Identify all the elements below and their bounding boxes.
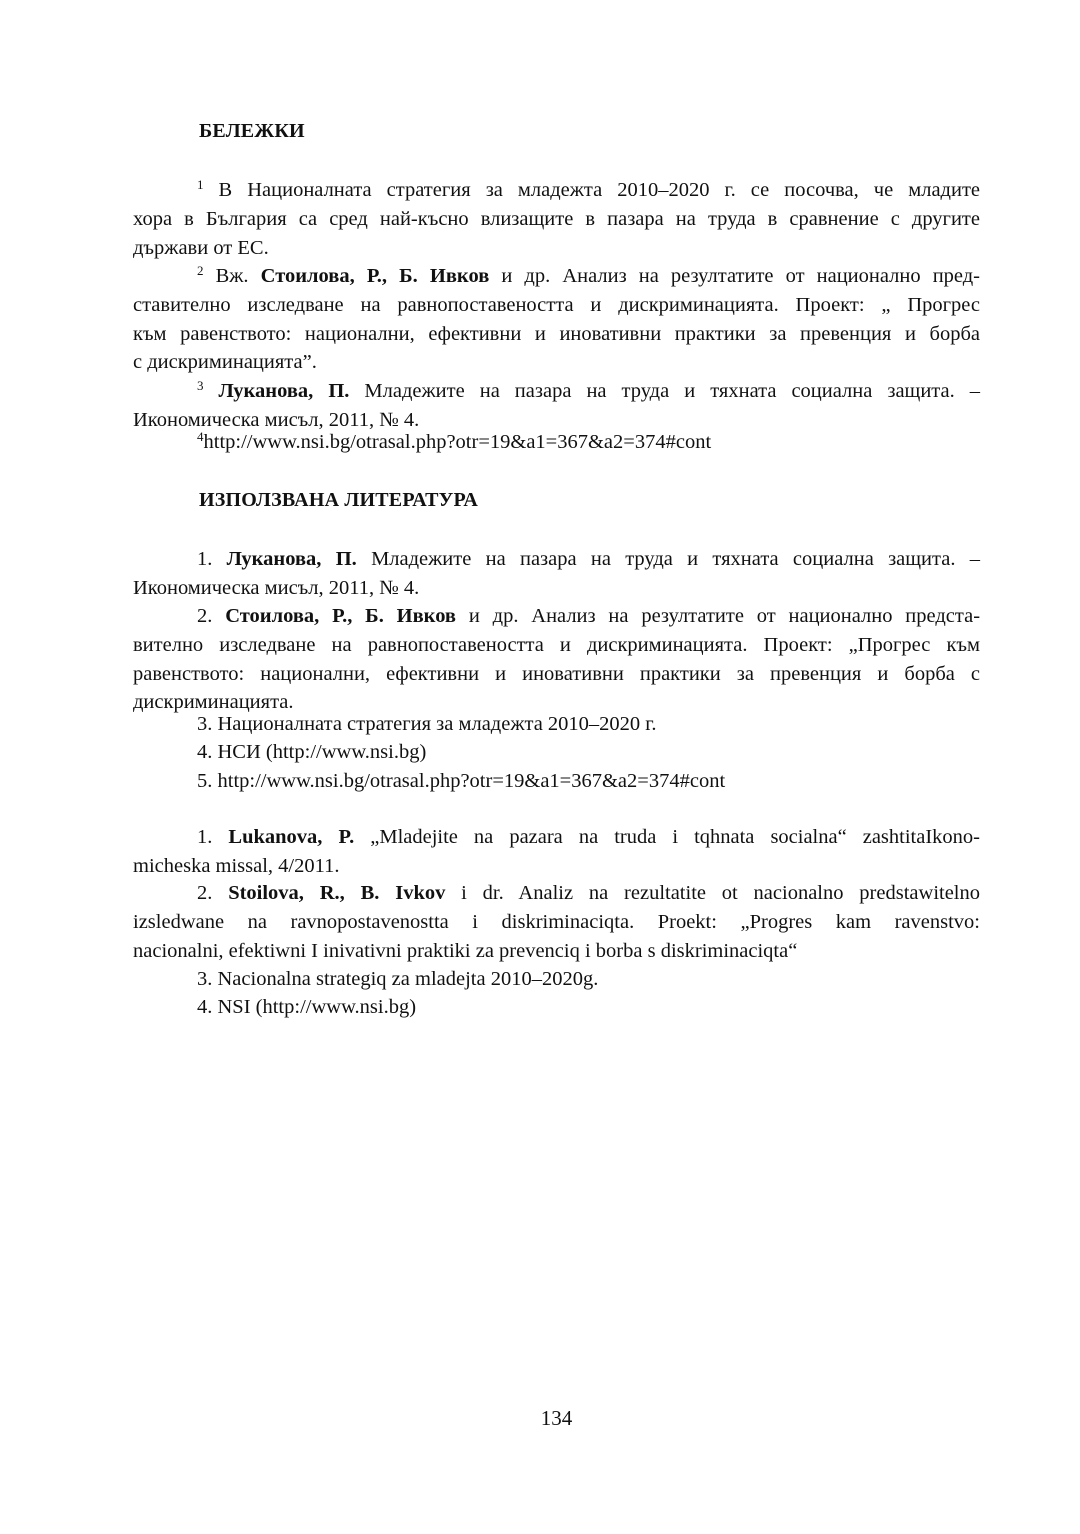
latin-reference-2-line-2: izsledwane na ravnopostavenostta i diskriminaciqta. Proekt: „Progres kam ravenstvo: — [133, 910, 980, 933]
note-4-line-1 — [133, 428, 980, 457]
note-3-line-1: $^3$ Луканова, П. Младежите на пазара на труда и тяхната социална защита. – — [197, 378, 981, 402]
note-2-line-2: ставително изследване на равнопоставеността и дискриминацията. Проект: „ Прогрес — [133, 293, 980, 316]
latin-reference-1-line-2: micheska missal, 4/2011. — [133, 854, 340, 877]
latin-reference-3: 3. Nacionalna strategiq za mladejta 2010–2020g. — [197, 968, 599, 990]
latin-reference-2-line-1: 2. Stoilova, R., B. Ivkov i dr. Analiz na rezultatite ot nacionalno predstawitelno — [197, 882, 980, 904]
reference-2 — [133, 602, 980, 717]
note-3-author: Луканова, П. — [218, 380, 350, 402]
latin-reference-2-line-3: nacionalni, efektiwni I inivativni praktiki za prevenciq i borba s diskriminaciqta“ — [133, 939, 798, 962]
note-3-line-2: Икономическа мисъл, 2011, № 4. — [133, 408, 420, 431]
note-4-sup: 4 — [197, 429, 204, 444]
note-1 — [133, 176, 980, 262]
reference-5: 5. http://www.nsi.bg/otrasal.php?otr=19&a1=367&a2=374#cont — [197, 770, 726, 792]
note-1-line-3: държави от ЕС. — [133, 236, 269, 259]
note-4-link: http://www.nsi.bg/otrasal.php?otr=19&a1=367&a2=374#cont — [203, 431, 712, 453]
reference-1-line-1: 1. Луканова, П. Младежите на пазара на труда и тяхната социална защита. – — [197, 548, 980, 570]
reference-2-line-1: 2. Стоилова, Р., Б. Ивков и др. Анализ на резултатите от национално предста- — [197, 605, 981, 627]
latin-reference-4: 4. NSI (http://www.nsi.bg) — [197, 996, 417, 1018]
notes-heading: БЕЛЕЖКИ — [199, 120, 305, 142]
note-3 — [133, 377, 980, 435]
note-1-line-1: $^1$ В Националната стратегия за младежта 2010–2020 г. се посочва, че младите — [197, 177, 980, 201]
latin-reference-1-author: Lukanova, P. — [228, 826, 355, 848]
latin-reference-2 — [133, 879, 980, 965]
note-2-line-3: към равенството: национални, ефективни и иновативни практики за превенция и борба — [133, 322, 980, 345]
reference-3: 3. Националната стратегия за младежта 2010–2020 г. — [197, 713, 657, 735]
reference-2-line-3: равенството: национални, ефективни и иновативни практики за превенция и борба с — [133, 662, 980, 685]
note-2-sup: 2 — [197, 263, 204, 278]
latin-reference-1-line-1: 1. Lukanova, P. „Mladejite na pazara na truda i tqhnata socialna“ zashtitaIkono- — [197, 826, 980, 848]
note-1-sup: 1 — [197, 177, 204, 192]
note-1-line-2: хора в България са сред най-късно влизащите в пазара на труда в сравнение с другите — [133, 207, 980, 230]
note-4 — [133, 428, 980, 457]
note-2-line-1: $^2$ Вж. Стоилова, Р., Б. Ивков и др. Анализ на резултатите от национално пред- — [197, 263, 981, 287]
literature-heading: ИЗПОЛЗВАНА ЛИТЕРАТУРА — [199, 489, 479, 511]
note-2 — [133, 262, 980, 377]
reference-2-line-2: вително изследване на равнопоставеността и дискриминацията. Проект: „Прогрес към — [133, 633, 980, 656]
note-2-line-4: с дискриминацията”. — [133, 351, 317, 374]
note-2-authors: Стоилова, Р., Б. Ивков — [260, 265, 490, 287]
reference-4: 4. НСИ (http://www.nsi.bg) — [197, 741, 427, 763]
latin-reference-2-authors: Stoilova, R., B. Ivkov — [228, 882, 446, 904]
page-number: 134 — [540, 1406, 573, 1430]
reference-1-line-2: Икономическа мисъл, 2011, № 4. — [133, 576, 420, 599]
reference-2-line-4: дискриминацията. — [133, 691, 294, 714]
latin-reference-1 — [133, 823, 980, 881]
reference-1 — [133, 545, 980, 603]
reference-2-authors: Стоилова, Р., Б. Ивков — [225, 605, 457, 627]
reference-1-author: Луканова, П. — [226, 548, 357, 570]
document-page — [133, 0, 980, 1534]
note-3-sup: 3 — [197, 378, 204, 393]
